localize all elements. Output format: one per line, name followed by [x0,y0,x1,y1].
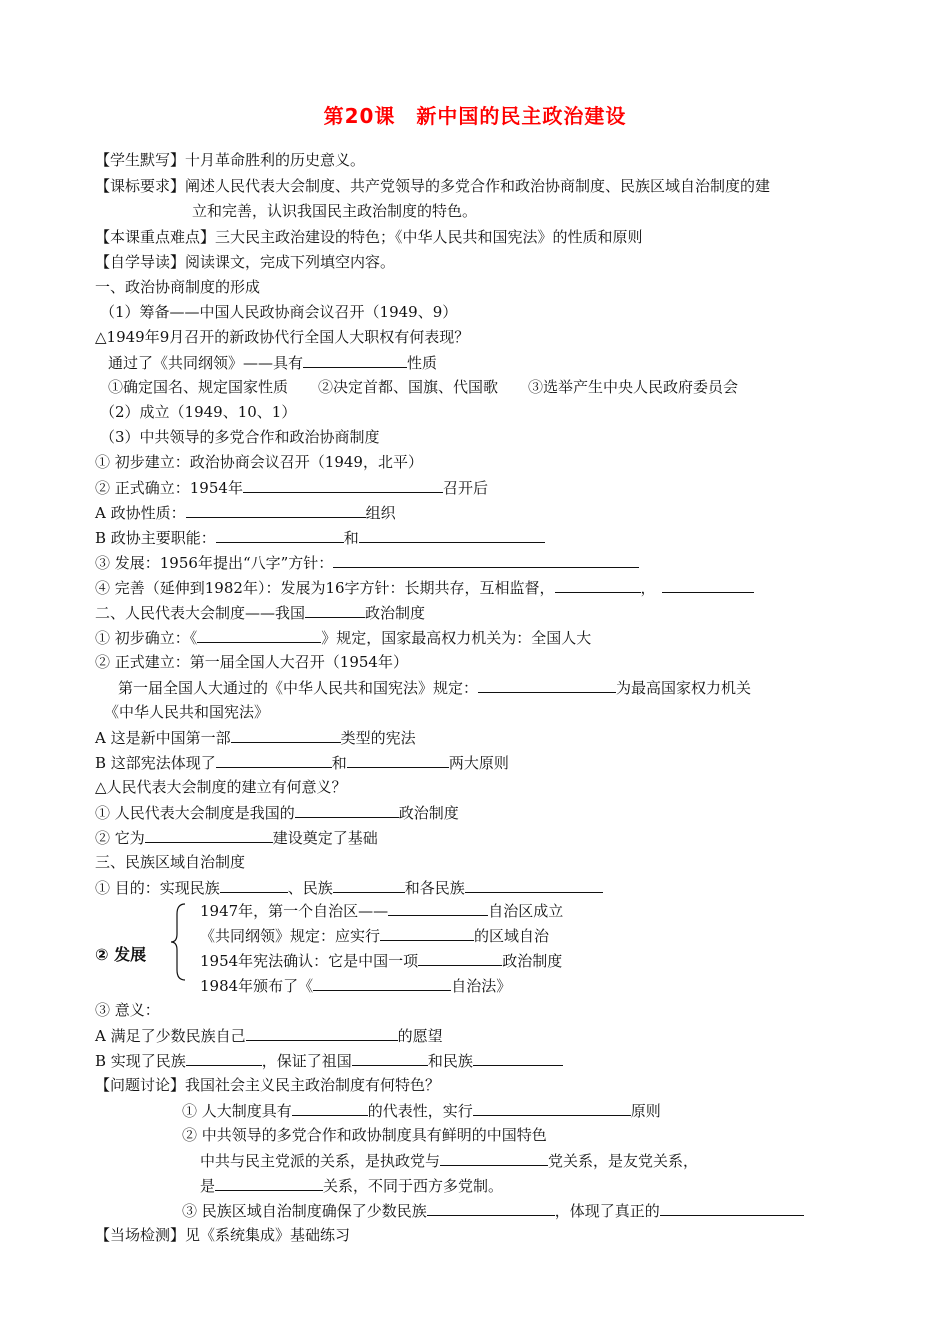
development-label: ② 发展 [95,945,147,964]
development-item-1954: 1954年宪法确认：它是中国一项 政治制度 [200,952,563,970]
development-line: ③ 发展：1956年提出“八字”方针： [95,552,639,573]
party-relationship-line: 中共与民主党派的关系，是执政党与 党关系，是友党关系， [200,1152,699,1170]
fill-blank[interactable] [333,552,639,568]
fill-blank[interactable] [197,627,321,643]
autonomy-purpose-line: ① 目的：实现民族 、民族 和各民族 [95,877,603,898]
fill-blank[interactable] [418,950,502,966]
fill-blank[interactable] [303,352,407,368]
page-title: 第20课 新中国的民主政治建设 [323,104,627,128]
constitution-heading: 《中华人民共和国宪法》 [104,703,270,721]
fill-blank[interactable] [347,752,449,768]
party-relationship-continued: 是 关系，不同于西方多党制。 [200,1177,504,1195]
fill-blank[interactable] [440,1150,548,1166]
fill-blank[interactable] [555,577,641,593]
significance-b: B 实现了民族 ，保证了祖国 和民族 [95,1050,563,1071]
constitution-principles-line: B 这部宪法体现了 和 两大原则 [95,754,509,772]
discussion-point-three: ③ 民族区域自治制度确保了少数民族 ，体现了真正的 [182,1200,804,1221]
npc-significance-one: ① 人民代表大会制度是我国的 政治制度 [95,804,459,822]
fill-blank[interactable] [313,975,451,991]
fill-blank[interactable] [427,1200,555,1216]
constitution-provision-line: 第一届全国人大通过的《中华人民共和国宪法》规定： 为最高国家权力机关 [118,679,752,697]
curriculum-requirement-line: 【课标要求】阐述人民代表大会制度、共产党领导的多党合作和政治协商制度、民族区域自治制度的建 [95,177,771,195]
fill-blank[interactable] [243,477,443,493]
common-program-line: 通过了《共同纲领》——具有 性质 [108,354,438,372]
key-points-line: 【本课重点难点】三大民主政治建设的特色；《中华人民共和国宪法》的性质和原则 [95,228,643,246]
fill-blank[interactable] [473,1050,563,1066]
fill-blank[interactable] [220,877,288,893]
fill-blank[interactable] [295,802,399,818]
constitution-type-line: A 这是新中国第一部 类型的宪法 [95,729,416,747]
question-new-cppcc: △1949年9月召开的新政协代行全国人大职权有何表现？ [95,328,470,346]
section-one-heading: 一、政治协商制度的形成 [95,278,261,296]
npc-initial-line: ① 初步确立：《 》规定，国家最高权力机关为：全国人大 [95,629,592,647]
fill-blank[interactable] [216,527,344,543]
cppcc-nature-line: A 政协性质： 组织 [95,504,396,522]
fill-blank[interactable] [231,727,341,743]
section-two-heading: 二、人民代表大会制度——我国 政治制度 [95,604,426,622]
discussion-point-one: ① 人大制度具有 的代表性，实行 原则 [182,1102,661,1120]
fill-blank[interactable] [186,1050,262,1066]
initial-establishment-line: ① 初步建立：政治协商会议召开（1949，北平） [95,453,423,471]
fill-blank[interactable] [292,1100,368,1116]
item-preparation: （1）筹备——中国人民政协商会议召开（1949、9） [100,303,458,321]
fill-blank[interactable] [186,502,366,518]
fill-blank[interactable] [478,677,616,693]
discussion-point-two: ② 中共领导的多党合作和政协制度具有鲜明的中国特色 [182,1126,547,1144]
in-class-test-line: 【当场检测】见《系统集成》基础练习 [95,1226,351,1244]
item-establishment: （2）成立（1949、10、1） [100,403,297,421]
significance-a: A 满足了少数民族自己 的愿望 [95,1027,443,1045]
formal-establishment-line: ② 正式确立：1954年 召开后 [95,479,488,497]
fill-blank[interactable] [660,1200,804,1216]
fill-blank[interactable] [145,827,273,843]
development-item-1947: 1947年，第一个自治区—— 自治区成立 [200,902,564,920]
npc-formal-line: ② 正式建立：第一届全国人大召开（1954年） [95,653,408,671]
section-three-heading: 三、民族区域自治制度 [95,853,246,871]
fill-blank[interactable] [333,877,405,893]
question-npc-significance: △人民代表大会制度的建立有何意义？ [95,778,347,796]
cppcc-functions-line: B 政协主要职能： 和 [95,527,545,548]
student-dictation-line: 【学生默写】十月革命胜利的历史意义。 [95,151,366,169]
fill-blank[interactable] [662,577,754,593]
development-item-common-program: 《共同纲领》规定：应实行 的区域自治 [200,927,550,945]
brace-icon [170,902,188,982]
fill-blank[interactable] [380,925,474,941]
item-multiparty-cooperation: （3）中共领导的多党合作和政治协商制度 [100,428,380,446]
fill-blank[interactable] [215,1175,323,1191]
fill-blank[interactable] [388,900,488,916]
discussion-question: 【问题讨论】我国社会主义民主政治制度有何特色？ [95,1076,441,1094]
development-item-1984: 1984年颁布了《 自治法》 [200,977,512,995]
fill-blank[interactable] [352,1050,428,1066]
fill-blank[interactable] [473,1100,631,1116]
fill-blank[interactable] [359,527,545,543]
curriculum-requirement-continued: 立和完善，认识我国民主政治制度的特色。 [192,202,478,220]
significance-heading: ③ 意义： [95,1001,160,1019]
fill-blank[interactable] [246,1025,398,1041]
improvement-line: ④ 完善（延伸到1982年）：发展为16字方针：长期共存，互相监督， ， [95,577,754,598]
cppcc-functions-list: ①确定国名、规定国家性质 ②决定首都、国旗、代国歌 ③选举产生中央人民政府委员会 [108,378,739,396]
fill-blank[interactable] [465,877,603,893]
npc-significance-two: ② 它为 建设奠定了基础 [95,829,378,847]
self-study-guide-line: 【自学导读】阅读课文，完成下列填空内容。 [95,253,396,271]
fill-blank[interactable] [305,602,365,618]
fill-blank[interactable] [216,752,332,768]
